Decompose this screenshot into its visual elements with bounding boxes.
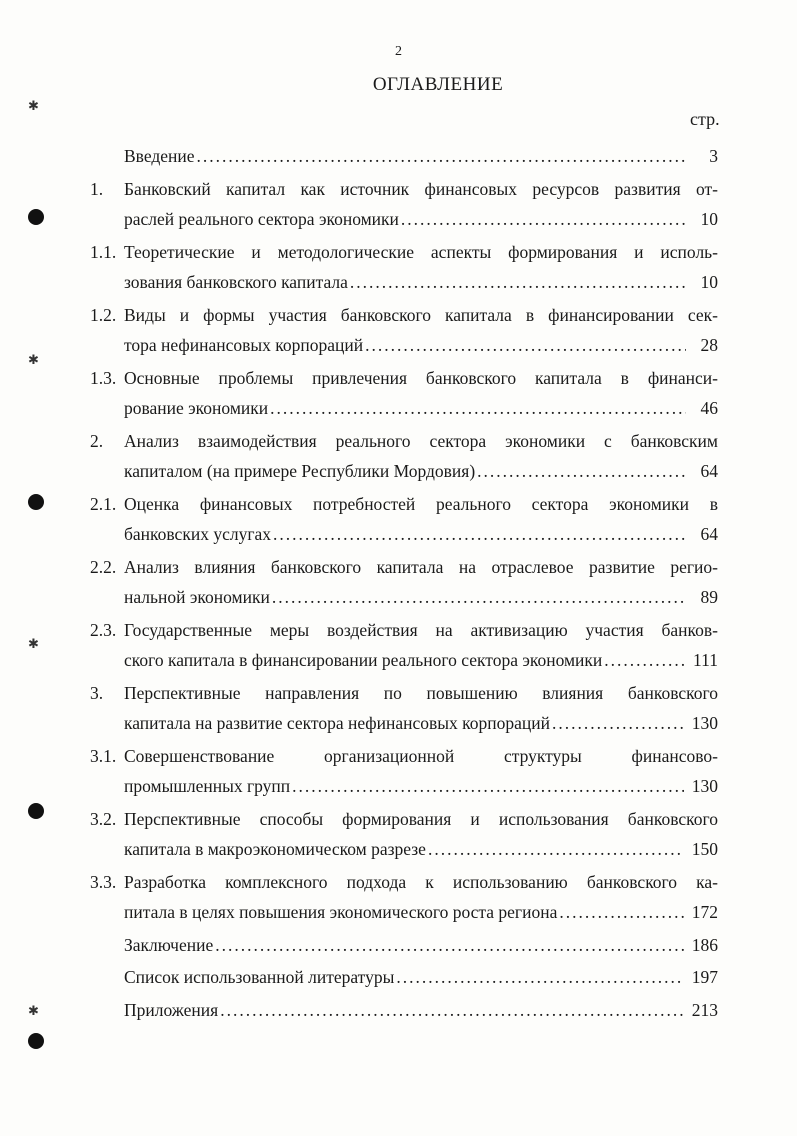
toc-entry-page: 130 [691, 713, 718, 733]
toc-entry-page: 89 [700, 587, 718, 607]
toc-entry-number: 3. [90, 682, 104, 703]
dot-leader [350, 267, 686, 298]
toc-entry-title-line: Виды и формы участия банковского капитала в финансировании сек- [124, 304, 718, 325]
toc-entry [0, 962, 797, 993]
toc-entry-title: нальной экономики [124, 587, 270, 607]
toc-entry-title: рование экономики [124, 398, 269, 418]
toc-entry [0, 930, 797, 961]
toc-entry-title-line: Перспективные способы формирования и использования банковского [124, 808, 718, 829]
toc-entry-title: зования банковского капитала [124, 272, 348, 292]
scan-mark-asterisk: ✱ [28, 636, 39, 651]
toc-entry-page: 186 [691, 934, 718, 955]
dot-leader [273, 519, 686, 550]
dot-leader [197, 141, 686, 172]
toc-entry-page: 64 [700, 524, 718, 544]
dot-leader [477, 456, 686, 487]
toc-entry-page: 46 [700, 398, 718, 418]
toc-entry-page: 3 [709, 146, 718, 166]
toc-entry-page: 150 [691, 839, 718, 859]
toc-entry-title-line: Основные проблемы привлечения банковского капитала в финанси- [124, 367, 718, 388]
toc-entry [0, 174, 797, 235]
toc-entry [0, 237, 797, 298]
scan-mark-asterisk: ✱ [28, 1003, 39, 1018]
scan-mark-asterisk: ✱ [28, 98, 39, 113]
dot-leader [559, 897, 683, 928]
pages-column-label: стр. [690, 109, 720, 129]
toc-entry-title: Приложения [124, 999, 219, 1020]
toc-entry-title: Введение [124, 146, 195, 166]
toc-entry-title: ского капитала в финансировании реального сектора экономики [124, 650, 603, 670]
toc-entry-page: 10 [700, 209, 718, 229]
toc-entry [0, 489, 797, 550]
toc-entry-title-line: Оценка финансовых потребностей реального сектора экономики в [124, 493, 718, 514]
table-of-contents [0, 141, 797, 1027]
toc-entry-number: 3.3. [90, 871, 117, 892]
dot-leader [365, 330, 686, 361]
toc-entry-title: банковских услугах [124, 524, 272, 544]
toc-entry-title: капитала на развитие сектора нефинансовых корпораций [124, 713, 551, 733]
toc-entry-title: Список использованной литературы [124, 967, 395, 987]
toc-entry [0, 141, 797, 172]
toc-entry-number: 1.3. [90, 367, 117, 388]
toc-entry-number: 1. [90, 178, 104, 199]
toc-entry-page: 28 [700, 335, 718, 355]
toc-entry-number: 2.2. [90, 556, 117, 577]
toc-entry [0, 552, 797, 613]
toc-entry [0, 678, 797, 739]
toc-entry-title: Заключение [124, 934, 214, 955]
toc-entry-title: капитала в макроэкономическом разрезе [124, 839, 426, 859]
toc-entry-number: 1.1. [90, 241, 117, 262]
toc-entry [0, 300, 797, 361]
toc-entry [0, 804, 797, 865]
toc-entry-title-line: Совершенствование организационной структуры финансово- [124, 745, 718, 766]
dot-leader [396, 962, 683, 993]
dot-leader [401, 204, 686, 235]
toc-entry-title: питала в целях повышения экономического роста региона [124, 902, 558, 922]
toc-entry-title: тора нефинансовых корпораций [124, 335, 364, 355]
toc-entry [0, 363, 797, 424]
dot-leader [428, 834, 684, 865]
dot-leader [215, 930, 684, 961]
toc-entry-page: 213 [691, 999, 718, 1020]
toc-entry-title-line: Перспективные направления по повышению влияния банковского [124, 682, 718, 703]
page-title: ОГЛАВЛЕНИЕ [372, 74, 504, 95]
toc-entry-page: 130 [691, 776, 718, 796]
toc-entry-title-line: Анализ взаимодействия реального сектора экономики с банковским [124, 430, 718, 451]
toc-entry-page: 197 [691, 967, 718, 987]
toc-entry [0, 615, 797, 676]
page-number: 2 [395, 44, 402, 59]
dot-leader [552, 708, 684, 739]
toc-entry-title: промышленных групп [124, 776, 291, 796]
dot-leader [604, 645, 685, 676]
dot-leader [270, 393, 686, 424]
toc-entry-number: 3.1. [90, 745, 117, 766]
binder-hole-dot [28, 1033, 44, 1049]
toc-entry-page: 10 [700, 272, 718, 292]
toc-entry [0, 741, 797, 802]
toc-entry-title-line: Разработка комплексного подхода к использованию банковского ка- [124, 871, 718, 892]
toc-entry-page: 172 [691, 902, 718, 922]
toc-entry-title-line: Анализ влияния банковского капитала на отраслевое развитие регио- [124, 556, 718, 577]
toc-entry [0, 867, 797, 928]
toc-entry-number: 2. [90, 430, 104, 451]
dot-leader [220, 995, 684, 1026]
toc-entry-title-line: Теоретические и методологические аспекты формирования и исполь- [124, 241, 718, 262]
toc-entry-title: раслей реального сектора экономики [124, 209, 399, 229]
toc-entry-page: 64 [700, 461, 718, 481]
toc-entry-number: 1.2. [90, 304, 117, 325]
dot-leader [272, 582, 686, 613]
toc-entry-number: 2.1. [90, 493, 117, 514]
toc-entry [0, 426, 797, 487]
toc-entry-title: капиталом (на примере Республики Мордовия) [124, 461, 476, 481]
toc-entry-number: 3.2. [90, 808, 117, 829]
dot-leader [292, 771, 684, 802]
scan-mark-asterisk: ✱ [28, 352, 39, 367]
toc-entry-title-line: Государственные меры воздействия на активизацию участия банков- [124, 619, 718, 640]
toc-entry-page: 111 [693, 650, 718, 670]
toc-entry [0, 995, 797, 1026]
toc-entry-title-line: Банковский капитал как источник финансовых ресурсов развития от- [124, 178, 718, 199]
toc-entry-number: 2.3. [90, 619, 117, 640]
